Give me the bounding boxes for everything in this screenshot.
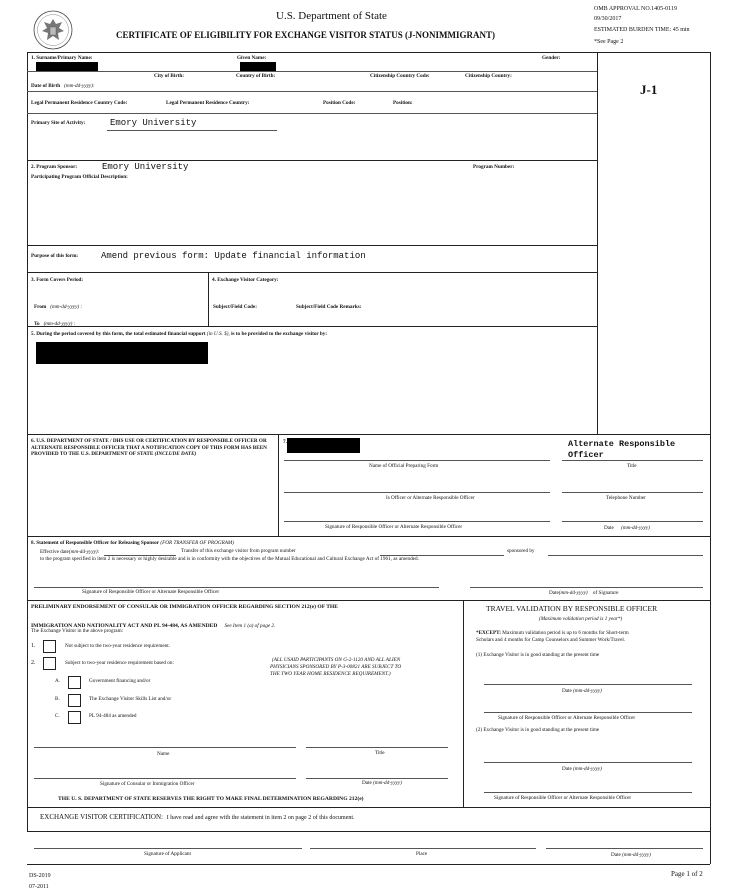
transfer-statement: to the program specified in item 2 is necessary or highly desirable and is in conformity with the objectives of the Mutual Educational and Cultural Exchange Act of 1961, as amended. xyxy=(40,556,419,562)
pl-94-484-checkbox[interactable] xyxy=(68,711,81,724)
visa-class: J-1 xyxy=(640,82,658,97)
include-date-note: (INCLUDE DATE) xyxy=(154,451,197,457)
endorsement-title-2: IMMIGRATION AND NATIONALITY ACT AND PL 94-484, AS AMENDED xyxy=(31,623,218,629)
subject-label: Subject to two-year residence requirement based on: xyxy=(65,660,174,666)
department-seal xyxy=(33,10,73,50)
citizenship-country-label: Citizenship Country: xyxy=(465,73,512,79)
section7-number: 7. xyxy=(283,439,287,445)
form-covers-period-label: 3. Form Covers Period: xyxy=(31,277,84,283)
option2-number: 2. xyxy=(31,660,36,666)
purpose-value: Amend previous form: Update financial information xyxy=(101,251,366,261)
subject-field-remarks-label: Subject/Field Code Remarks: xyxy=(296,304,362,310)
surname-label: 1. Surname/Primary Name: xyxy=(31,55,93,61)
effective-date-label: Effective date xyxy=(40,549,69,555)
official-name-redacted xyxy=(287,438,360,453)
position-code-label: Position Code: xyxy=(323,100,356,106)
official-name-label: Name of Official Preparing Form xyxy=(369,463,439,469)
transfer-text: Transfer of this exchange visitor from program number xyxy=(181,548,296,554)
sponsored-by-label: sponsored by xyxy=(507,548,535,554)
consular-title-label: Title xyxy=(375,750,385,756)
place-label: Place xyxy=(416,851,428,857)
dob-label: Date of Birth xyxy=(31,83,61,89)
to-format: (mm-dd-yyyy) : xyxy=(43,321,76,327)
lpr-country-label: Legal Permanent Residence Country: xyxy=(166,100,250,106)
effective-date-format: (mm-dd-yyyy): xyxy=(68,549,100,555)
travel-signature-label-2: Signature of Responsible Officer or Alternate Responsible Officer xyxy=(494,795,632,801)
travel-date-format-1: (mm-dd-yyyy) xyxy=(573,688,602,694)
travel-date-label-2: Date xyxy=(562,766,572,772)
endorsement-title: PRELIMINARY ENDORSEMENT OF CONSULAR OR IMMIGRATION OFFICER REGARDING SECTION 212(e) OF THE xyxy=(31,604,339,610)
usaid-notice-1: (ALL USAID PARTICIPANTS ON G-2-1120 AND ALL ALIEN xyxy=(272,657,401,663)
citizenship-code-label: Citizenship Country Code: xyxy=(370,73,430,79)
form-edition: 07-2011 xyxy=(29,884,49,890)
travel-signature-label-1: Signature of Responsible Officer or Alternate Responsible Officer xyxy=(498,715,636,721)
not-subject-checkbox[interactable] xyxy=(43,640,56,653)
dos-certification-label: 6. U.S. DEPARTMENT OF STATE / DHS USE OR CERTIFICATION BY RESPONSIBLE OFFICER OR ALTERNATE RESPONSIBLE OFFICER THAT A NOTIFICATION COPY OF THIS FORM HAS BEEN PROVIDED TO THE U.S. DEPARTMENT OF STATE (INCLUDE DATE) xyxy=(31,438,267,457)
option-c-letter: C. xyxy=(55,713,60,719)
reserve-right-statement: THE U. S. DEPARTMENT OF STATE RESERVES THE RIGHT TO MAKE FINAL DETERMINATION REGARDING 212(e) xyxy=(58,796,364,802)
subject-field-code-label: Subject/Field Code: xyxy=(213,304,257,310)
primary-site-value: Emory University xyxy=(110,118,197,128)
from-label: From xyxy=(34,304,47,310)
usaid-notice-2: PHYSICIANS SPONSORED BY P-3-00821 ARE SUBJECT TO xyxy=(270,664,402,670)
official-title-label: Title xyxy=(627,463,637,469)
financial-support-currency: (in U.S. $), xyxy=(206,331,230,337)
except-text-2: Scholars and 4 months for Camp Counselors and Summer Work/Travel. xyxy=(476,637,626,643)
usaid-notice-3: THE TWO YEAR HOME RESIDENCE REQUIREMENT.) xyxy=(270,671,391,677)
visa-column-divider xyxy=(597,52,598,434)
releasing-of-signature: of Signature xyxy=(592,590,619,596)
option-a-letter: A. xyxy=(55,678,61,684)
except-text: Maximum validation period is up to 6 months for Short-term xyxy=(502,630,629,636)
surname-redacted xyxy=(36,62,98,71)
financial-support-redacted xyxy=(36,342,208,364)
section7-date-label: Date xyxy=(604,525,614,531)
consular-date-label: Date xyxy=(362,780,372,786)
primary-site-label: Primary Site of Activity: xyxy=(31,120,86,126)
consular-name-label: Name xyxy=(157,751,170,757)
except-label: *EXCEPT: xyxy=(476,630,501,636)
financial-support-label: 5. During the period covered by this form, the total estimated financial support xyxy=(31,331,206,337)
ro-signature-label: Signature of Responsible Officer or Alternate Responsible Officer xyxy=(325,524,463,530)
pl-94-484-label: PL 94-484 as amended xyxy=(89,713,137,719)
program-number-label: Program Number: xyxy=(473,164,515,170)
omb-expiration: 09/30/2017 xyxy=(594,16,622,22)
option1-number: 1. xyxy=(31,643,36,649)
position-label: Position: xyxy=(393,100,413,106)
purpose-label: Purpose of this form: xyxy=(31,253,79,259)
government-financing-label: Government financing and/or xyxy=(89,678,151,684)
from-format: (mm-dd-yyyy) : xyxy=(50,304,83,310)
given-name-redacted xyxy=(240,62,276,71)
financial-support-provider: is to be provided to the exchange visitor by: xyxy=(231,331,328,337)
see-page-note: *See Page 2 xyxy=(594,39,624,45)
travel-item-2: (2) Exchange Visitor is in good standing at the present time xyxy=(476,727,600,733)
form-title: CERTIFICATE OF ELIGIBILITY FOR EXCHANGE VISITOR STATUS (J-NONIMMIGRANT) xyxy=(116,30,495,40)
consular-date-format: (mm-dd-yyyy) xyxy=(373,780,402,786)
program-sponsor-label: 2. Program Sponsor: xyxy=(31,164,78,170)
telephone-label: Telephone Number xyxy=(606,495,646,501)
travel-item-1: (1) Exchange Visitor is in good standing at the present time xyxy=(476,652,600,658)
releasing-sponsor-label: 8. Statement of Responsible Officer for Releasing Sponsor xyxy=(31,540,160,546)
consular-signature-label: Signature of Consular or Immigration Officer xyxy=(100,781,195,787)
burden-time: ESTIMATED BURDEN TIME: 45 min xyxy=(594,27,690,33)
to-label: To xyxy=(34,321,40,327)
travel-date-format-2: (mm-dd-yyyy) xyxy=(573,766,602,772)
skills-list-checkbox[interactable] xyxy=(68,694,81,707)
department-name: U.S. Department of State xyxy=(276,10,387,22)
travel-validation-title: TRAVEL VALIDATION BY RESPONSIBLE OFFICER xyxy=(486,604,658,613)
subject-checkbox[interactable] xyxy=(43,657,56,670)
lpr-code-label: Legal Permanent Residence Country Code: xyxy=(31,100,128,106)
releasing-sponsor-note: (FOR TRANSFER OF PROGRAM) xyxy=(160,540,234,546)
official-title-value: Alternate Responsible Officer xyxy=(568,439,676,461)
page-number: Page 1 of 2 xyxy=(671,870,703,878)
option-b-letter: B. xyxy=(55,696,60,702)
government-financing-checkbox[interactable] xyxy=(68,676,81,689)
city-of-birth-label: City of Birth: xyxy=(154,73,184,79)
visitor-certification-text: I have read and agree with the statement in item 2 on page 2 of this document. xyxy=(166,815,355,821)
frame-left xyxy=(27,52,28,831)
applicant-signature-label: Signature of Applicant xyxy=(144,851,191,857)
skills-list-label: The Exchange Visitor Skills List and/or xyxy=(89,696,172,702)
omb-approval: OMB APPROVAL NO.1405-0119 xyxy=(594,6,677,12)
gender-label: Gender: xyxy=(542,55,561,61)
frame-top xyxy=(27,52,710,53)
country-of-birth-label: Country of Birth: xyxy=(236,73,276,79)
not-subject-label: Not subject to the two-year residence requirement. xyxy=(65,643,171,649)
form-number: DS-2019 xyxy=(29,873,51,879)
given-name-label: Given Name: xyxy=(237,55,267,61)
visitor-certification-label: EXCHANGE VISITOR CERTIFICATION: xyxy=(40,813,163,821)
releasing-signature-label: Signature of Responsible Officer or Alternate Responsible Officer xyxy=(82,589,220,595)
releasing-date-label: Date xyxy=(549,590,559,596)
endorsement-title-note: See Item 1 (a) of page 2. xyxy=(224,623,276,629)
travel-validation-subtitle: (Maximum validation period is 1 year*) xyxy=(539,616,623,622)
officer-type-label: Is Officer or Alternate Responsible Officer xyxy=(386,495,475,501)
releasing-date-format: (mm-dd-yyyy) xyxy=(558,590,588,596)
applicant-date-label: Date xyxy=(611,852,621,858)
endorsement-intro: The Exchange Visitor in the above program: xyxy=(31,628,124,634)
program-sponsor-value: Emory University xyxy=(102,162,189,172)
applicant-date-format: (mm-dd-yyyy) xyxy=(622,852,651,858)
exchange-visitor-category-label: 4. Exchange Visitor Category: xyxy=(212,277,279,283)
travel-date-label-1: Date xyxy=(562,688,572,694)
dob-format: (mm-dd-yyyy): xyxy=(64,83,95,89)
program-description-label: Participating Program Official Description: xyxy=(31,174,128,180)
section7-date-format: (mm-dd-yyyy) xyxy=(621,525,650,531)
frame-right xyxy=(710,52,711,864)
